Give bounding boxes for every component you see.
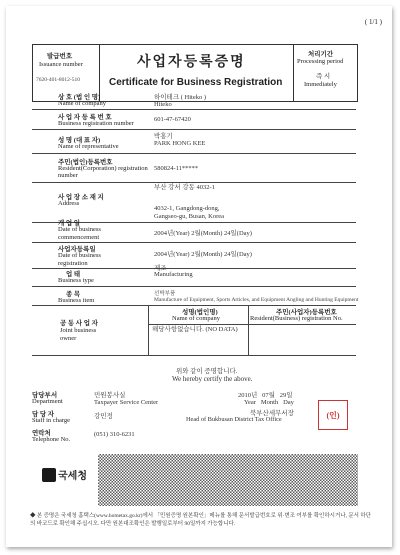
company-label-en: Name of company bbox=[58, 100, 107, 107]
item-value-en: Manufacture of Equipment, Sports Articles, and Equipment Angling and Hunting Equipment bbox=[154, 297, 359, 303]
nts-logo-icon bbox=[42, 468, 56, 482]
joint-name-value: 해당사항없습니다. (NO DATA) bbox=[152, 326, 238, 333]
commence-value: 2004년(Year) 2월(Month) 24일(Day) bbox=[154, 230, 252, 237]
certify-en: We hereby certify the above. bbox=[172, 375, 253, 383]
rep-value-en: PARK HONG KEE bbox=[154, 140, 206, 147]
divider bbox=[32, 129, 356, 130]
crn-label-ko: 주민(법인)등록번호 bbox=[58, 159, 113, 166]
address-label-ko: 사 업 장 소 재 지 bbox=[58, 194, 104, 201]
office-en: Head of Bukbusan District Tax Office bbox=[186, 416, 282, 423]
divider bbox=[32, 153, 356, 154]
dept-value-en: Taxpayer Service Center bbox=[94, 399, 159, 406]
rep-label-ko: 성 명 (대 표 자) bbox=[58, 137, 101, 144]
item-value-ko: 선박부품 bbox=[154, 291, 176, 297]
staff-value: 강민정 bbox=[94, 413, 113, 420]
tel-label-en: Telephone No. bbox=[32, 436, 71, 443]
processing-value-ko: 즉 시 bbox=[316, 73, 331, 80]
item-label-ko: 종 목 bbox=[66, 291, 81, 298]
brn-value: 601-47-67420 bbox=[154, 116, 191, 123]
tel-label-ko: 연락처 bbox=[32, 430, 51, 437]
footer-notice: ◆ 본 증명은 국세청 홈택스(www.hometax.go.kr)에서 「민원증명 원본확인」메뉴를 통해 문서발급번호로 위·변조 여부를 확인하시거나, 문서 하단의 바코드로 확인해 주십시오. 다만 원본대조확인은 발행일로부터 90일까지 가능합니다. bbox=[30, 513, 371, 527]
divider bbox=[32, 109, 356, 110]
certify-ko: 위와 같이 증명합니다. bbox=[176, 368, 238, 375]
address-value-en-1: 4032-1, Gangdong-dong, bbox=[154, 205, 220, 212]
joint-reg-header-ko: 주민(사업자)등록번호 bbox=[276, 309, 337, 316]
divider bbox=[32, 286, 356, 287]
processing-value-en: Immediately bbox=[304, 81, 337, 88]
joint-name-header-ko: 성명(법인명) bbox=[182, 309, 218, 316]
divider bbox=[32, 355, 356, 356]
joint-label-en-2: owner bbox=[60, 335, 77, 342]
item-label-en: Business item bbox=[58, 297, 95, 304]
joint-label-en-1: Joint business bbox=[60, 327, 97, 334]
commence-label-ko: 개 업 일 bbox=[58, 220, 81, 227]
dept-label-ko: 담당부서 bbox=[32, 392, 58, 399]
crn-label-en: Resident(Corporation) registration number bbox=[58, 165, 148, 179]
title-ko: 사업자등록증명 bbox=[137, 55, 246, 70]
regdate-label-en-1: Date of business bbox=[58, 252, 101, 259]
tel-value: (051) 310-6231 bbox=[94, 431, 135, 438]
page-number: ( 1/1 ) bbox=[364, 18, 382, 26]
divider bbox=[32, 222, 356, 223]
regdate-label-en-2: registration bbox=[58, 260, 88, 267]
dept-value-ko: 민원봉사실 bbox=[94, 392, 126, 399]
company-value-2: Hiteko bbox=[154, 101, 172, 108]
issue-date: 2010년 07월 29일 bbox=[238, 392, 293, 399]
commence-label-en-2: commencement bbox=[58, 234, 100, 241]
address-value-ko: 부산 강서 강동 4032-1 bbox=[154, 184, 215, 191]
crn-value: 580824-11***** bbox=[154, 165, 199, 172]
rep-value-ko: 박홍기 bbox=[154, 133, 173, 140]
office-ko: 북부산세무서장 bbox=[250, 410, 294, 417]
processing-cell bbox=[293, 45, 357, 101]
dept-label-en: Department bbox=[32, 398, 63, 405]
verification-barcode bbox=[98, 454, 358, 506]
divider bbox=[148, 305, 149, 355]
type-label-ko: 업 태 bbox=[66, 271, 81, 278]
regdate-value: 2004년(Year) 2월(Month) 24일(Day) bbox=[154, 251, 252, 258]
issue-date-en: Year Month Day bbox=[244, 399, 294, 406]
address-label-en: Address bbox=[58, 200, 80, 207]
divider bbox=[32, 242, 356, 243]
brn-label-ko: 사 업 자 등 록 번 호 bbox=[58, 114, 112, 121]
type-value-en: Manufacturing bbox=[154, 271, 193, 278]
joint-reg-header-en: Resident(Business) registration No. bbox=[250, 315, 343, 322]
nts-name: 국세청 bbox=[58, 471, 87, 482]
divider bbox=[248, 305, 249, 355]
type-label-en: Business type bbox=[58, 277, 94, 284]
company-value-1: 하이테크 ( Hiteko ) bbox=[154, 94, 207, 101]
processing-label-ko: 처리기간 bbox=[308, 51, 334, 58]
issuance-number: 7620-401-8012-510 bbox=[36, 77, 80, 83]
official-seal: (인) bbox=[318, 400, 348, 430]
rep-label-en: Name of representative bbox=[58, 143, 119, 150]
joint-name-header-en: Name of company bbox=[172, 315, 221, 322]
divider bbox=[32, 305, 356, 306]
joint-label-ko: 공 동 사 업 자 bbox=[60, 320, 98, 327]
brn-label-en: Business registration number bbox=[58, 120, 134, 127]
issuance-label-en: Issuance number bbox=[39, 61, 83, 68]
issuance-label-ko: 발급번호 bbox=[47, 53, 73, 60]
staff-label-en: Staff in charge bbox=[32, 417, 71, 424]
address-value-en-2: Gangseo-gu, Busan, Korea bbox=[154, 213, 225, 220]
staff-label-ko: 담 당 자 bbox=[32, 411, 55, 418]
processing-label-en: Processing period bbox=[297, 58, 344, 65]
company-label-ko: 상 호 (법 인 명) bbox=[58, 94, 101, 101]
commence-label-en-1: Date of business bbox=[58, 226, 101, 233]
divider bbox=[32, 268, 356, 269]
title-en: Certificate for Business Registration bbox=[109, 77, 283, 88]
certificate-page bbox=[6, 6, 392, 547]
type-value-ko: 제조 bbox=[154, 265, 167, 272]
regdate-label-ko: 사업자등록일 bbox=[58, 246, 96, 253]
